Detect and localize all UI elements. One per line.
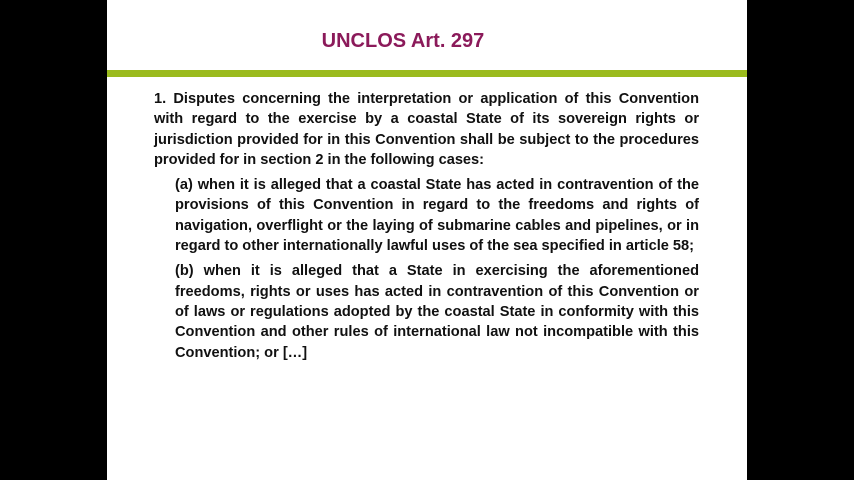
article-text <box>154 89 699 363</box>
slide-title: UNCLOS Art. 297 <box>321 30 485 52</box>
title-divider <box>107 70 747 77</box>
item-a: (a) when it is alleged that a coastal State has acted in contravention of the provisions of this Convention in regard to the freedoms and rights of navigation, overflight or the laying of submarine cables and pipelines, or in regard to other internationally lawful uses of the sea specified in article 58; <box>175 177 699 255</box>
item-b: (b) when it is alleged that a State in exercising the aforementioned freedoms, rights or uses has acted in contravention of this Convention or of laws or regulations adopted by the coastal State in conformity with this Convention and other rules of international law not incompatible with this Convention; or […] <box>175 263 699 361</box>
paragraph-1: 1. Disputes concerning the interpretation or application of this Convention with regard to the exercise by a coastal State of its sovereign rights or jurisdiction provided for in this Convention shall be subject to the procedures provided for in section 2 in the following cases: <box>154 91 699 168</box>
slide <box>107 0 747 480</box>
